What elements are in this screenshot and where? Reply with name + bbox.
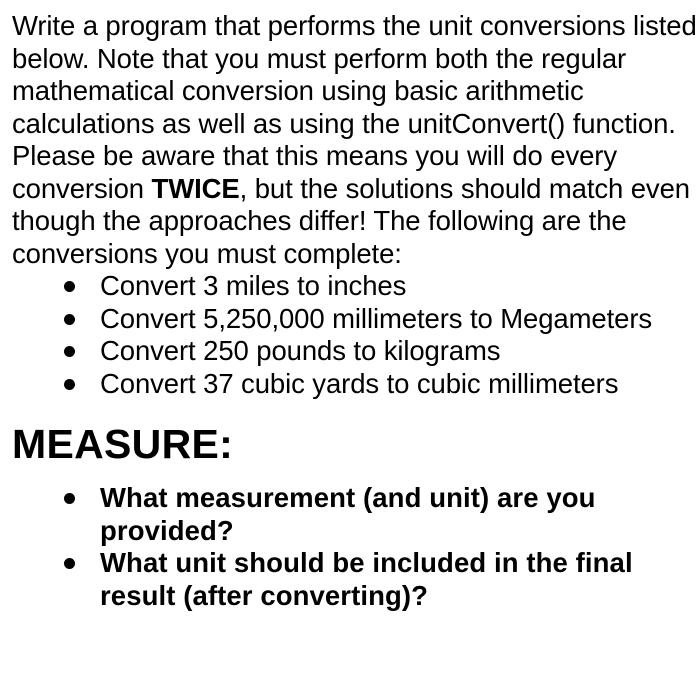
measure-question-list	[12, 482, 698, 612]
conversion-item	[100, 303, 698, 336]
conversion-list	[12, 270, 698, 400]
conversion-text: Convert 5,250,000 millimeters to Megameters	[100, 302, 653, 334]
measure-question-item	[100, 547, 698, 612]
conversion-item	[100, 335, 698, 368]
conversion-item	[100, 368, 698, 401]
measure-question-text: What unit should be included in the final result (after converting)?	[100, 547, 633, 611]
bullet-icon	[64, 493, 75, 504]
bullet-icon	[64, 379, 75, 390]
instructions-text-end: , but the solutions should match even though the approaches differ! The following are the conversions you must complete:	[12, 172, 690, 269]
bullet-icon	[64, 314, 75, 325]
conversion-text: Convert 3 miles to inches	[100, 270, 407, 301]
instructions-text-start: Write a program that performs the unit conversions listed below. Note that you must perform both the regular mathematical conversion using basic arithmetic calculations as well as using the unitConvert() function. Please be aware that this means you will do every conversion	[12, 10, 697, 204]
measure-question-item	[100, 482, 698, 547]
instructions-paragraph	[12, 10, 698, 270]
measure-question-text: What measurement (and unit) are you provided?	[100, 482, 596, 546]
conversion-text: Convert 250 pounds to kilograms	[100, 335, 501, 366]
instructions-emphasis: TWICE	[151, 172, 240, 204]
bullet-icon	[64, 558, 75, 569]
bullet-icon	[64, 346, 75, 357]
conversion-item	[100, 270, 698, 303]
bullet-icon	[64, 281, 75, 292]
document-page	[12, 10, 698, 612]
conversion-text: Convert 37 cubic yards to cubic millimeters	[100, 367, 619, 399]
measure-heading: MEASURE:	[12, 421, 234, 467]
